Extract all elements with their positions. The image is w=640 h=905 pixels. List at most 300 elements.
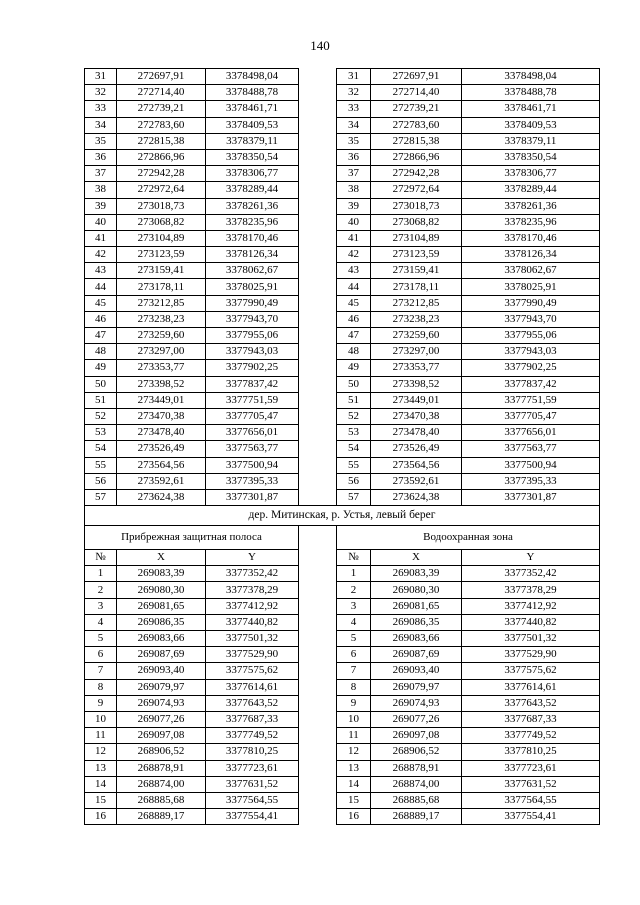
left-point-number: 47 — [85, 328, 117, 344]
left-x-value: 273470,38 — [117, 408, 206, 424]
left-point-number: 15 — [85, 792, 117, 808]
column-gap — [299, 526, 337, 550]
column-gap — [299, 392, 337, 408]
right-y-value: 3377943,03 — [462, 344, 600, 360]
column-gap — [299, 360, 337, 376]
left-point-number: 42 — [85, 247, 117, 263]
right-point-number: 10 — [337, 711, 371, 727]
table-row — [85, 85, 600, 101]
left-point-number: 56 — [85, 473, 117, 489]
table-row — [85, 149, 600, 165]
right-y-value: 3377943,70 — [462, 311, 600, 327]
right-x-value: 272942,28 — [371, 166, 462, 182]
left-point-number: 52 — [85, 408, 117, 424]
left-y-value: 3378498,04 — [206, 69, 299, 85]
table-row — [85, 695, 600, 711]
left-y-value: 3377749,52 — [206, 728, 299, 744]
right-x-value: 269083,39 — [371, 566, 462, 582]
left-x-value: 269083,66 — [117, 631, 206, 647]
left-x-value: 273592,61 — [117, 473, 206, 489]
left-x-value: 268885,68 — [117, 792, 206, 808]
right-x-value: 273398,52 — [371, 376, 462, 392]
right-point-number: 1 — [337, 566, 371, 582]
right-x-value: 272866,96 — [371, 149, 462, 165]
left-x-value: 269079,97 — [117, 679, 206, 695]
right-x-value: 268906,52 — [371, 744, 462, 760]
column-gap — [299, 663, 337, 679]
right-y-value: 3378306,77 — [462, 166, 600, 182]
right-y-value: 3377352,42 — [462, 566, 600, 582]
left-y-value: 3378461,71 — [206, 101, 299, 117]
column-gap — [299, 809, 337, 825]
left-header-no: № — [85, 550, 117, 566]
left-y-value: 3377529,90 — [206, 647, 299, 663]
table-row — [85, 711, 600, 727]
right-y-value: 3377412,92 — [462, 598, 600, 614]
left-y-value: 3378379,11 — [206, 133, 299, 149]
left-point-number: 46 — [85, 311, 117, 327]
column-gap — [299, 263, 337, 279]
right-x-value: 268878,91 — [371, 760, 462, 776]
right-y-value: 3377837,42 — [462, 376, 600, 392]
column-gap — [299, 614, 337, 630]
right-y-value: 3378170,46 — [462, 230, 600, 246]
left-x-value: 269093,40 — [117, 663, 206, 679]
column-gap — [299, 149, 337, 165]
right-point-number: 37 — [337, 166, 371, 182]
left-point-number: 12 — [85, 744, 117, 760]
left-point-number: 49 — [85, 360, 117, 376]
left-y-value: 3377564,55 — [206, 792, 299, 808]
right-point-number: 14 — [337, 776, 371, 792]
column-gap — [299, 550, 337, 566]
right-x-value: 273068,82 — [371, 214, 462, 230]
left-point-number: 3 — [85, 598, 117, 614]
right-x-value: 273470,38 — [371, 408, 462, 424]
right-x-value: 272783,60 — [371, 117, 462, 133]
table-row — [85, 344, 600, 360]
right-y-value: 3377656,01 — [462, 425, 600, 441]
left-y-value: 3377837,42 — [206, 376, 299, 392]
column-gap — [299, 792, 337, 808]
right-point-number: 8 — [337, 679, 371, 695]
right-point-number: 52 — [337, 408, 371, 424]
right-y-value: 3378261,36 — [462, 198, 600, 214]
right-x-value: 269074,93 — [371, 695, 462, 711]
column-gap — [299, 473, 337, 489]
right-y-value: 3377564,55 — [462, 792, 600, 808]
left-x-value: 273068,82 — [117, 214, 206, 230]
right-y-value: 3377643,52 — [462, 695, 600, 711]
right-point-number: 32 — [337, 85, 371, 101]
column-gap — [299, 230, 337, 246]
right-x-value: 273592,61 — [371, 473, 462, 489]
right-point-number: 31 — [337, 69, 371, 85]
right-point-number: 42 — [337, 247, 371, 263]
table-row — [85, 598, 600, 614]
right-point-number: 38 — [337, 182, 371, 198]
right-x-value: 269079,97 — [371, 679, 462, 695]
right-point-number: 34 — [337, 117, 371, 133]
column-gap — [299, 566, 337, 582]
right-x-value: 273159,41 — [371, 263, 462, 279]
right-point-number: 12 — [337, 744, 371, 760]
right-y-value: 3377440,82 — [462, 614, 600, 630]
right-y-value: 3378409,53 — [462, 117, 600, 133]
right-y-value: 3378235,96 — [462, 214, 600, 230]
column-gap — [299, 647, 337, 663]
column-gap — [299, 182, 337, 198]
right-y-value: 3378062,67 — [462, 263, 600, 279]
left-point-number: 35 — [85, 133, 117, 149]
left-x-value: 273449,01 — [117, 392, 206, 408]
column-gap — [299, 744, 337, 760]
right-x-value: 268885,68 — [371, 792, 462, 808]
column-gap — [299, 711, 337, 727]
left-x-value: 273526,49 — [117, 441, 206, 457]
column-gap — [299, 376, 337, 392]
right-point-number: 55 — [337, 457, 371, 473]
left-x-value: 269074,93 — [117, 695, 206, 711]
right-point-number: 7 — [337, 663, 371, 679]
right-x-value: 269080,30 — [371, 582, 462, 598]
table-row — [85, 457, 600, 473]
right-point-number: 54 — [337, 441, 371, 457]
left-y-value: 3377723,61 — [206, 760, 299, 776]
left-point-number: 33 — [85, 101, 117, 117]
right-x-value: 273178,11 — [371, 279, 462, 295]
table-row — [85, 295, 600, 311]
right-header-no: № — [337, 550, 371, 566]
right-y-value: 3378498,04 — [462, 69, 600, 85]
table-row — [85, 182, 600, 198]
left-point-number: 31 — [85, 69, 117, 85]
right-point-number: 11 — [337, 728, 371, 744]
right-x-value: 269086,35 — [371, 614, 462, 630]
column-gap — [299, 311, 337, 327]
left-header-y: Y — [206, 550, 299, 566]
right-x-value: 269093,40 — [371, 663, 462, 679]
left-x-value: 273353,77 — [117, 360, 206, 376]
left-y-value: 3377656,01 — [206, 425, 299, 441]
left-y-value: 3377501,32 — [206, 631, 299, 647]
right-y-value: 3377501,32 — [462, 631, 600, 647]
table-row — [85, 663, 600, 679]
column-gap — [299, 441, 337, 457]
left-point-number: 5 — [85, 631, 117, 647]
table-row — [85, 614, 600, 630]
left-point-number: 37 — [85, 166, 117, 182]
left-point-number: 13 — [85, 760, 117, 776]
left-point-number: 14 — [85, 776, 117, 792]
left-x-value: 273259,60 — [117, 328, 206, 344]
left-y-value: 3378261,36 — [206, 198, 299, 214]
left-y-value: 3377395,33 — [206, 473, 299, 489]
coordinates-table — [84, 68, 600, 825]
right-x-value: 273624,38 — [371, 489, 462, 505]
table-row — [85, 408, 600, 424]
right-x-value: 269077,26 — [371, 711, 462, 727]
right-x-value: 272697,91 — [371, 69, 462, 85]
right-point-number: 16 — [337, 809, 371, 825]
right-y-value: 3377687,33 — [462, 711, 600, 727]
left-point-number: 55 — [85, 457, 117, 473]
right-point-number: 13 — [337, 760, 371, 776]
left-x-value: 269086,35 — [117, 614, 206, 630]
right-x-value: 273526,49 — [371, 441, 462, 457]
right-point-number: 3 — [337, 598, 371, 614]
right-y-value: 3377614,61 — [462, 679, 600, 695]
right-point-number: 2 — [337, 582, 371, 598]
left-x-value: 269077,26 — [117, 711, 206, 727]
left-y-value: 3378306,77 — [206, 166, 299, 182]
left-x-value: 268874,00 — [117, 776, 206, 792]
section-title-row — [85, 506, 600, 526]
left-point-number: 9 — [85, 695, 117, 711]
table-row — [85, 360, 600, 376]
left-y-value: 3378025,91 — [206, 279, 299, 295]
right-x-value: 272714,40 — [371, 85, 462, 101]
left-x-value: 269083,39 — [117, 566, 206, 582]
table-row — [85, 744, 600, 760]
column-gap — [299, 760, 337, 776]
right-x-value: 269081,65 — [371, 598, 462, 614]
right-point-number: 49 — [337, 360, 371, 376]
right-y-value: 3377902,25 — [462, 360, 600, 376]
left-y-value: 3378062,67 — [206, 263, 299, 279]
left-x-value: 273159,41 — [117, 263, 206, 279]
table-row — [85, 166, 600, 182]
left-y-value: 3377575,62 — [206, 663, 299, 679]
right-x-value: 273564,56 — [371, 457, 462, 473]
table-row — [85, 760, 600, 776]
right-y-value: 3377705,47 — [462, 408, 600, 424]
right-y-value: 3377563,77 — [462, 441, 600, 457]
left-y-value: 3378235,96 — [206, 214, 299, 230]
right-y-value: 3377529,90 — [462, 647, 600, 663]
left-x-value: 273018,73 — [117, 198, 206, 214]
table-row — [85, 473, 600, 489]
table-row — [85, 566, 600, 582]
right-x-value: 272815,38 — [371, 133, 462, 149]
table-row — [85, 328, 600, 344]
left-y-value: 3378409,53 — [206, 117, 299, 133]
left-x-value: 272697,91 — [117, 69, 206, 85]
left-y-value: 3377943,03 — [206, 344, 299, 360]
right-y-value: 3378289,44 — [462, 182, 600, 198]
table-row — [85, 441, 600, 457]
left-point-number: 10 — [85, 711, 117, 727]
column-gap — [299, 489, 337, 505]
table-row — [85, 117, 600, 133]
left-x-value: 273398,52 — [117, 376, 206, 392]
left-point-number: 48 — [85, 344, 117, 360]
left-y-value: 3377378,29 — [206, 582, 299, 598]
left-x-value: 273624,38 — [117, 489, 206, 505]
right-x-value: 273259,60 — [371, 328, 462, 344]
table-row — [85, 425, 600, 441]
column-gap — [299, 328, 337, 344]
right-point-number: 46 — [337, 311, 371, 327]
left-y-value: 3377554,41 — [206, 809, 299, 825]
left-x-value: 269081,65 — [117, 598, 206, 614]
right-point-number: 56 — [337, 473, 371, 489]
right-point-number: 39 — [337, 198, 371, 214]
right-x-value: 273478,40 — [371, 425, 462, 441]
left-x-value: 269080,30 — [117, 582, 206, 598]
table-row — [85, 311, 600, 327]
right-x-value: 272972,64 — [371, 182, 462, 198]
right-point-number: 15 — [337, 792, 371, 808]
left-point-number: 51 — [85, 392, 117, 408]
table-row — [85, 214, 600, 230]
table-row — [85, 230, 600, 246]
right-y-value: 3378350,54 — [462, 149, 600, 165]
left-x-value: 272972,64 — [117, 182, 206, 198]
left-point-number: 39 — [85, 198, 117, 214]
top-coordinates-block — [85, 69, 600, 506]
left-x-value: 273297,00 — [117, 344, 206, 360]
right-point-number: 50 — [337, 376, 371, 392]
left-point-number: 32 — [85, 85, 117, 101]
left-x-value: 272714,40 — [117, 85, 206, 101]
table-row — [85, 247, 600, 263]
right-point-number: 6 — [337, 647, 371, 663]
left-point-number: 40 — [85, 214, 117, 230]
right-point-number: 45 — [337, 295, 371, 311]
right-point-number: 51 — [337, 392, 371, 408]
section-title: дер. Митинская, р. Устья, левый берег — [85, 506, 600, 526]
left-point-number: 16 — [85, 809, 117, 825]
right-x-value: 273104,89 — [371, 230, 462, 246]
right-zone-title: Водоохранная зона — [337, 526, 600, 550]
right-header-x: X — [371, 550, 462, 566]
column-gap — [299, 69, 337, 85]
left-x-value: 273104,89 — [117, 230, 206, 246]
right-y-value: 3377378,29 — [462, 582, 600, 598]
right-header-y: Y — [462, 550, 600, 566]
column-gap — [299, 631, 337, 647]
left-x-value: 273564,56 — [117, 457, 206, 473]
right-point-number: 47 — [337, 328, 371, 344]
right-point-number: 35 — [337, 133, 371, 149]
section-block — [85, 506, 600, 566]
right-point-number: 33 — [337, 101, 371, 117]
left-x-value: 273478,40 — [117, 425, 206, 441]
left-y-value: 3377902,25 — [206, 360, 299, 376]
left-y-value: 3377955,06 — [206, 328, 299, 344]
right-x-value: 273212,85 — [371, 295, 462, 311]
right-y-value: 3377751,59 — [462, 392, 600, 408]
left-header-x: X — [117, 550, 206, 566]
right-x-value: 273297,00 — [371, 344, 462, 360]
right-y-value: 3377723,61 — [462, 760, 600, 776]
left-point-number: 36 — [85, 149, 117, 165]
column-gap — [299, 425, 337, 441]
table-row — [85, 263, 600, 279]
left-x-value: 268889,17 — [117, 809, 206, 825]
left-x-value: 272866,96 — [117, 149, 206, 165]
table-row — [85, 392, 600, 408]
right-point-number: 43 — [337, 263, 371, 279]
right-point-number: 5 — [337, 631, 371, 647]
table-row — [85, 728, 600, 744]
left-point-number: 45 — [85, 295, 117, 311]
right-y-value: 3378488,78 — [462, 85, 600, 101]
right-x-value: 269097,08 — [371, 728, 462, 744]
table-row — [85, 101, 600, 117]
column-gap — [299, 166, 337, 182]
left-x-value: 272942,28 — [117, 166, 206, 182]
right-point-number: 40 — [337, 214, 371, 230]
table-row — [85, 809, 600, 825]
left-point-number: 2 — [85, 582, 117, 598]
left-x-value: 268878,91 — [117, 760, 206, 776]
column-gap — [299, 728, 337, 744]
column-gap — [299, 295, 337, 311]
left-x-value: 273212,85 — [117, 295, 206, 311]
zone-titles-row — [85, 526, 600, 550]
right-y-value: 3377395,33 — [462, 473, 600, 489]
right-point-number: 48 — [337, 344, 371, 360]
right-x-value: 273018,73 — [371, 198, 462, 214]
left-x-value: 273178,11 — [117, 279, 206, 295]
right-x-value: 268874,00 — [371, 776, 462, 792]
right-y-value: 3377554,41 — [462, 809, 600, 825]
left-point-number: 54 — [85, 441, 117, 457]
left-y-value: 3377563,77 — [206, 441, 299, 457]
right-point-number: 9 — [337, 695, 371, 711]
right-y-value: 3377990,49 — [462, 295, 600, 311]
left-y-value: 3377440,82 — [206, 614, 299, 630]
right-y-value: 3378126,34 — [462, 247, 600, 263]
left-y-value: 3377412,92 — [206, 598, 299, 614]
right-y-value: 3378025,91 — [462, 279, 600, 295]
left-y-value: 3378170,46 — [206, 230, 299, 246]
right-y-value: 3377749,52 — [462, 728, 600, 744]
table-row — [85, 133, 600, 149]
left-point-number: 38 — [85, 182, 117, 198]
right-x-value: 273238,23 — [371, 311, 462, 327]
right-y-value: 3377631,52 — [462, 776, 600, 792]
left-point-number: 53 — [85, 425, 117, 441]
page-number: 140 — [310, 38, 330, 53]
right-point-number: 4 — [337, 614, 371, 630]
left-point-number: 6 — [85, 647, 117, 663]
column-gap — [299, 133, 337, 149]
left-point-number: 11 — [85, 728, 117, 744]
bottom-coordinates-block — [85, 566, 600, 825]
table-row — [85, 376, 600, 392]
left-x-value: 268906,52 — [117, 744, 206, 760]
table-row — [85, 69, 600, 85]
right-x-value: 269083,66 — [371, 631, 462, 647]
right-point-number: 41 — [337, 230, 371, 246]
column-gap — [299, 582, 337, 598]
column-gap — [299, 117, 337, 133]
left-point-number: 8 — [85, 679, 117, 695]
table-row — [85, 631, 600, 647]
left-x-value: 269087,69 — [117, 647, 206, 663]
right-x-value: 273123,59 — [371, 247, 462, 263]
left-y-value: 3378350,54 — [206, 149, 299, 165]
column-gap — [299, 695, 337, 711]
right-point-number: 57 — [337, 489, 371, 505]
left-x-value: 272739,21 — [117, 101, 206, 117]
left-y-value: 3377643,52 — [206, 695, 299, 711]
left-y-value: 3377687,33 — [206, 711, 299, 727]
left-y-value: 3377631,52 — [206, 776, 299, 792]
